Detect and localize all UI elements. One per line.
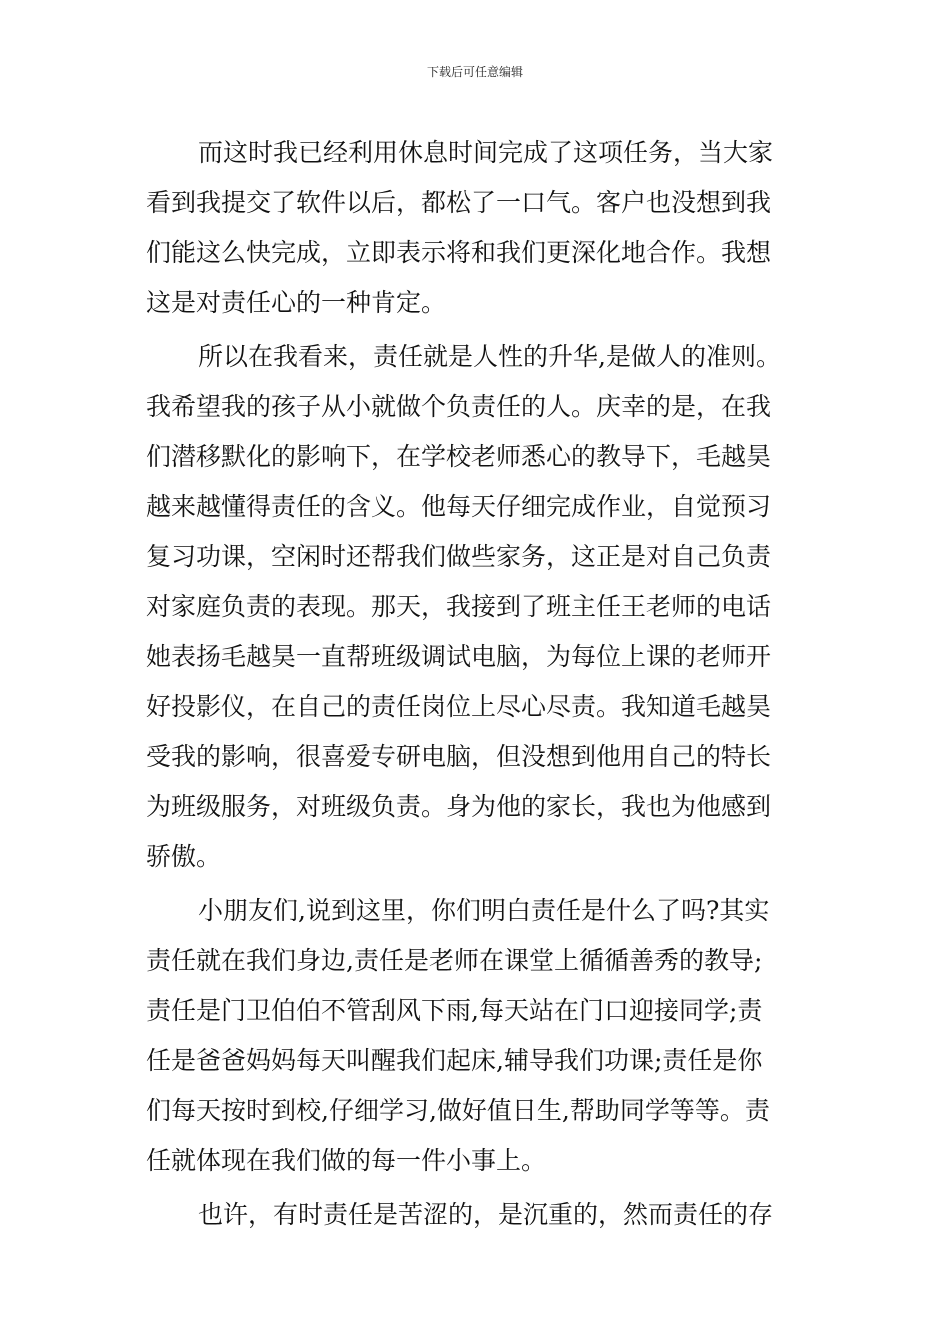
paragraph-line: 任是爸爸妈妈每天叫醒我们起床,辅导我们功课;责任是你 [146, 1046, 763, 1075]
paragraph-line: 小朋友们,说到这里，你们明白责任是什么了吗?其实 [198, 896, 770, 925]
paragraph-line: 所以在我看来，责任就是人性的升华,是做人的准则。 [198, 342, 781, 371]
paragraph-line: 责任就在我们身边,责任是老师在课堂上循循善秀的教导; [146, 946, 763, 975]
paragraph-line: 对家庭负责的表现。那天，我接到了班主任王老师的电话 [146, 592, 772, 621]
paragraph-line: 我希望我的孩子从小就做个负责任的人。庆幸的是，在我 [146, 392, 772, 421]
paragraph-line: 为班级服务，对班级负责。身为他的家长，我也为他感到 [146, 792, 772, 821]
paragraph-line: 看到我提交了软件以后，都松了一口气。客户也没想到我 [146, 188, 772, 217]
document-body [146, 128, 806, 1240]
paragraph-3 [146, 886, 806, 1186]
paragraph-1 [146, 128, 806, 328]
paragraph-line: 好投影仪，在自己的责任岗位上尽心尽责。我知道毛越昊 [146, 692, 772, 721]
page-header: 下载后可任意编辑 [426, 65, 523, 79]
paragraph-line: 任就体现在我们做的每一件小事上。 [146, 1146, 547, 1175]
paragraph-line: 越来越懂得责任的含义。他每天仔细完成作业，自觉预习 [146, 492, 772, 521]
paragraph-2 [146, 332, 806, 882]
paragraph-line: 责任是门卫伯伯不管刮风下雨,每天站在门口迎接同学;责 [146, 996, 763, 1025]
paragraph-line: 骄傲。 [146, 842, 222, 871]
paragraph-line: 复习功课，空闲时还帮我们做些家务，这正是对自己负责 [146, 542, 772, 571]
paragraph-line: 们每天按时到校,仔细学习,做好值日生,帮助同学等等。责 [146, 1096, 770, 1125]
paragraph-line: 们能这么快完成，立即表示将和我们更深化地合作。我想 [146, 238, 772, 267]
paragraph-line: 这是对责任心的一种肯定。 [146, 288, 447, 317]
paragraph-4 [146, 1190, 806, 1240]
paragraph-line: 受我的影响，很喜爱专研电脑，但没想到他用自己的特长 [146, 742, 772, 771]
paragraph-line: 也许，有时责任是苦涩的，是沉重的，然而责任的存 [198, 1200, 774, 1229]
paragraph-line: 们潜移默化的影响下，在学校老师悉心的教导下，毛越昊 [146, 442, 772, 471]
paragraph-line: 她表扬毛越昊一直帮班级调试电脑，为每位上课的老师开 [146, 642, 772, 671]
paragraph-line: 而这时我已经利用休息时间完成了这项任务，当大家 [198, 138, 774, 167]
